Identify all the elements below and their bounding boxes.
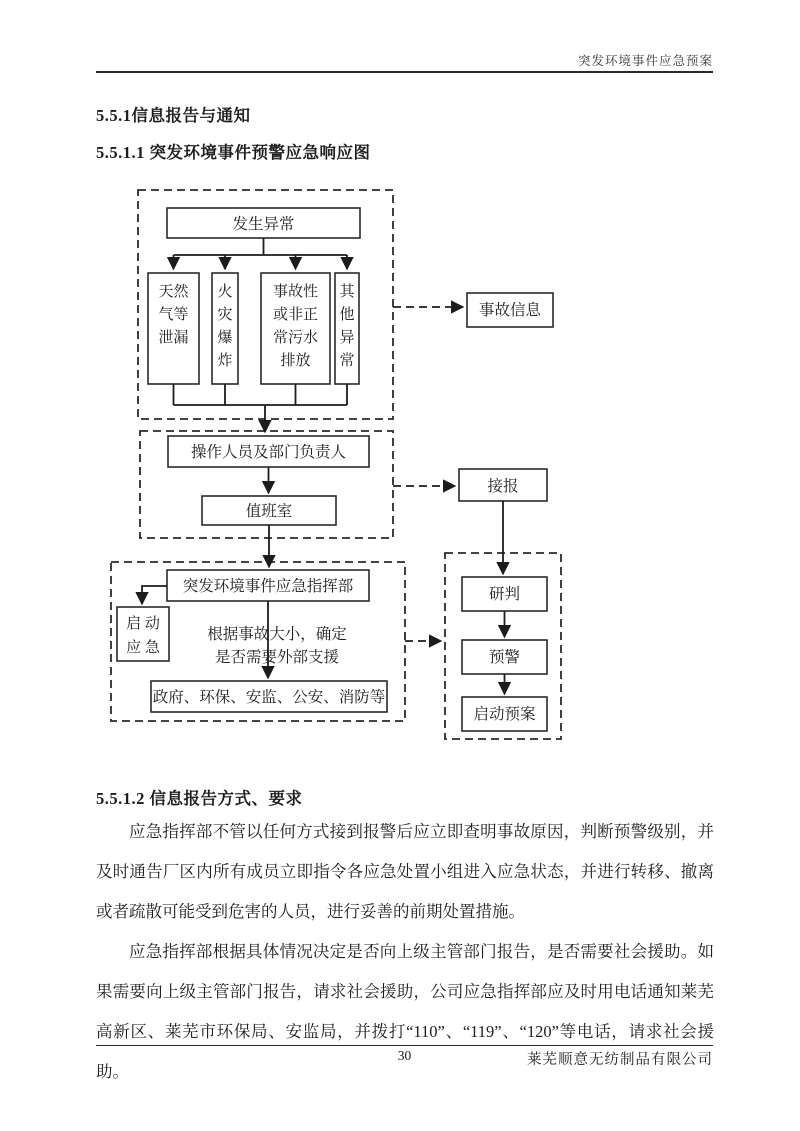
- label-receive-report: 接报: [487, 478, 519, 495]
- label-cause-fire-line: 炸: [217, 353, 233, 369]
- label-abnormal: 发生异常: [232, 216, 295, 233]
- label-cause-other-line: 其: [339, 284, 355, 300]
- label-cause-gas-leak-line: 气等: [158, 307, 189, 323]
- header-title: 突发环境事件应急预案: [577, 54, 713, 68]
- label-cause-wastewater-line: 或非正: [272, 307, 319, 323]
- label-accident-info: 事故信息: [478, 302, 542, 319]
- footer-page-number: 30: [397, 1048, 412, 1063]
- heading-5-5-1: 5.5.1信息报告与通知: [96, 106, 251, 125]
- label-cause-other-line: 异: [339, 330, 355, 346]
- label-judge: 研判: [488, 586, 521, 603]
- heading-5-5-1-1: 5.5.1.1 突发环境事件预警应急响应图: [96, 143, 371, 162]
- label-cause-wastewater-line: 事故性: [272, 284, 319, 300]
- label-cause-fire-line: 火: [217, 284, 233, 300]
- label-warn: 预警: [488, 649, 521, 666]
- label-cause-fire-line: 灾: [217, 307, 233, 323]
- label-cause-wastewater-line: 排放: [280, 353, 311, 369]
- label-external-support: 政府、环保、安监、公安、消防等: [152, 689, 386, 706]
- paragraph-2: 应急指挥部根据具体情况决定是否向上级主管部门报告，是否需要社会援助。如果需要向上级主管部门报告，请求社会援助，公司应急指挥部应及时用电话通知莱芜高新区、莱芜市环保局、安监局，并拨打“110”、“119”、“120”等电话，请求社会援助。: [96, 942, 714, 1081]
- label-cause-other-line: 他: [339, 307, 355, 323]
- label-decide-line: 根据事故大小，确定: [207, 626, 347, 643]
- label-command-center: 突发环境事件应急指挥部: [182, 578, 354, 595]
- label-duty-room: 值班室: [245, 503, 293, 520]
- label-decide-line: 是否需要外部支援: [214, 649, 340, 666]
- label-cause-wastewater-line: 常污水: [272, 330, 319, 346]
- label-start-plan: 启动预案: [473, 706, 536, 723]
- label-cause-gas-leak-line: 天然: [158, 284, 189, 300]
- footer-company: 莱芜顺意无纺制品有限公司: [527, 1052, 713, 1068]
- label-start-emergency-line: 应 急: [126, 640, 160, 656]
- label-operators: 操作人员及部门负责人: [190, 444, 347, 461]
- label-start-emergency-line: 启 动: [126, 616, 160, 632]
- heading-5-5-1-2: 5.5.1.2 信息报告方式、要求: [96, 789, 303, 808]
- label-cause-fire-line: 爆: [217, 330, 233, 346]
- label-cause-gas-leak-line: 泄漏: [158, 330, 189, 346]
- label-cause-other-line: 常: [339, 353, 355, 369]
- paragraph-1: 应急指挥部不管以任何方式接到报警后应立即查明事故原因，判断预警级别，并及时通告厂区内所有成员立即指令各应急处置小组进入应急状态，并进行转移、撤离或者疏散可能受到危害的人员，进行妥善的前期处置措施。: [96, 822, 714, 921]
- footer-rule: [96, 1045, 713, 1046]
- flowchart-dashed-connectors: [393, 307, 463, 641]
